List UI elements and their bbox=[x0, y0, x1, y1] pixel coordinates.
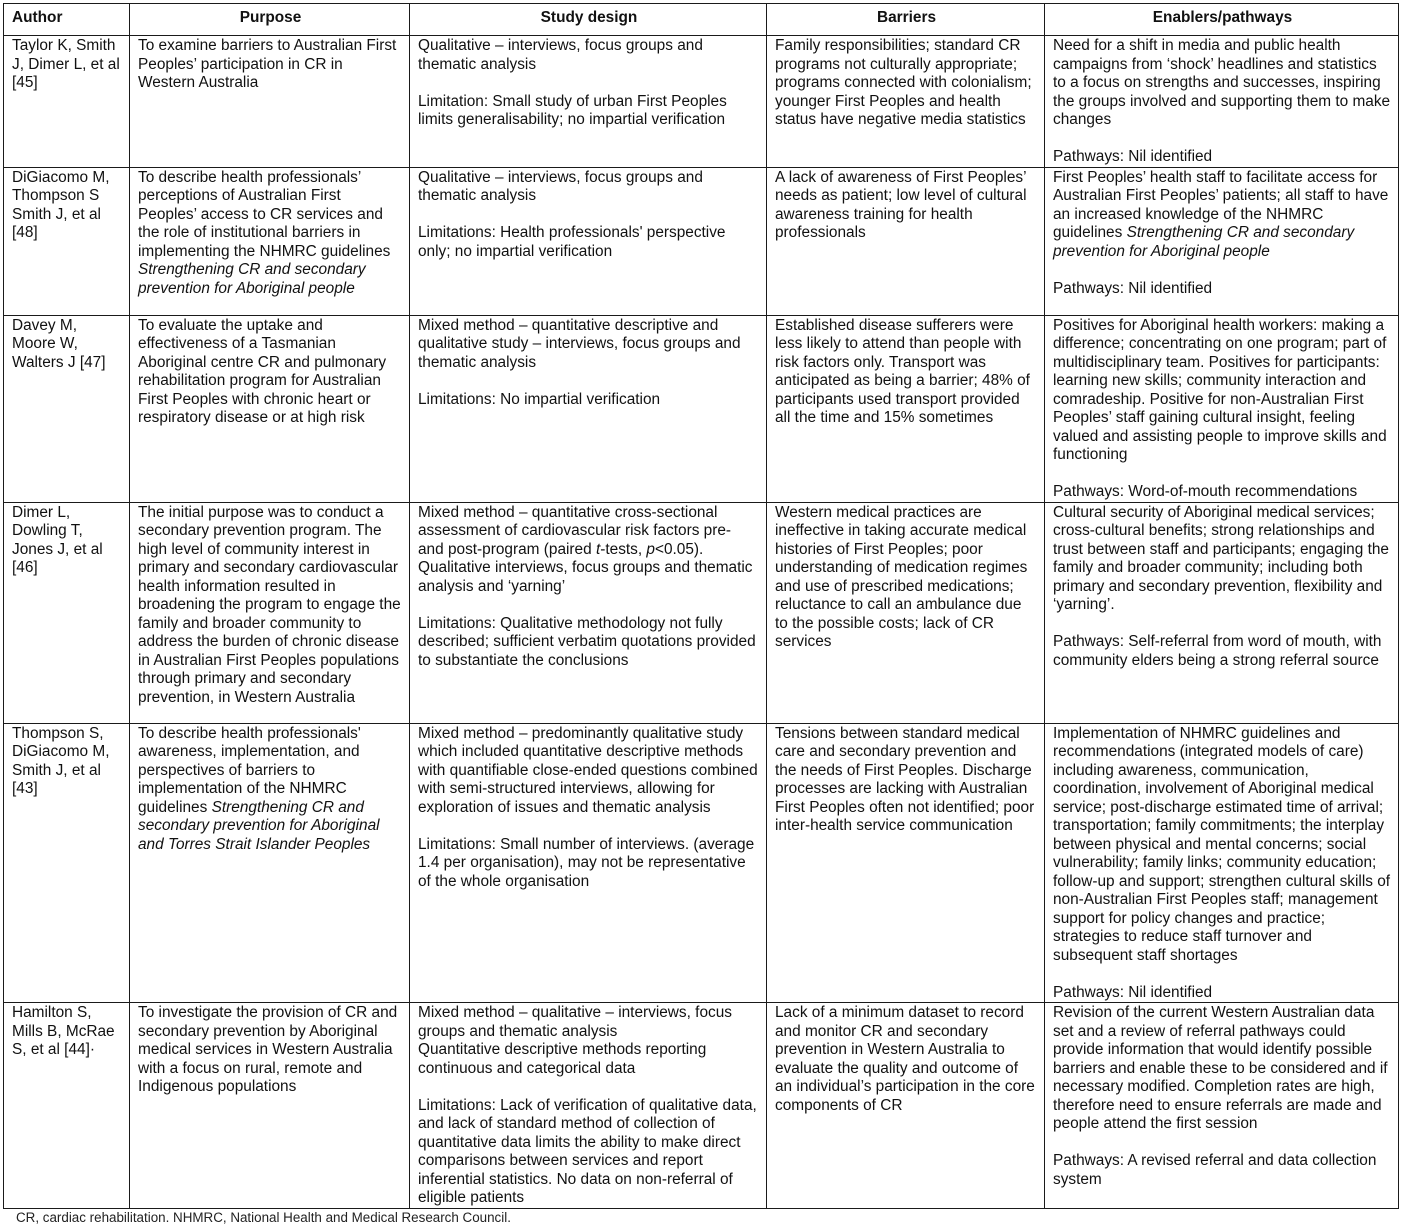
design-method-part: -tests, bbox=[600, 540, 647, 558]
header-barriers: Barriers bbox=[767, 4, 1045, 36]
pathways-text: Pathways: A revised referral and data collection system bbox=[1053, 1152, 1377, 1188]
study-table bbox=[3, 3, 1399, 1209]
enablers-cell bbox=[1045, 36, 1399, 168]
study-design-cell bbox=[410, 1003, 767, 1209]
guideline-title: Strengthening CR and secondary prevention for Aboriginal people bbox=[138, 261, 366, 297]
design-method-italic: t bbox=[595, 540, 601, 558]
purpose-cell bbox=[130, 36, 410, 168]
pathways-text: Pathways: Nil identified bbox=[1053, 148, 1213, 165]
barriers-cell: Established disease sufferers were less likely to attend than people with risk factors only. Transport was anticipated as being a barrier; 48% of participants used transport provided all the time and 15% sometimes bbox=[767, 315, 1045, 502]
design-method-italic: p bbox=[646, 540, 655, 558]
author-cell: Taylor K, Smith J, Dimer L, et al [45] bbox=[4, 36, 130, 168]
purpose-cell bbox=[130, 502, 410, 723]
study-design-cell bbox=[410, 315, 767, 502]
table-row bbox=[4, 167, 1399, 315]
purpose-text: To describe health professionals' awareness, implementation, and perspectives of barriers to implementation of the NHMRC guidelines bbox=[138, 724, 361, 816]
design-limitations: Limitations: No impartial verification bbox=[418, 390, 661, 408]
barriers-cell: Lack of a minimum dataset to record and monitor CR and secondary prevention in Western Australia to evaluate the quality and outcome of an individual’s participation in the core components of CR bbox=[767, 1003, 1045, 1209]
purpose-cell bbox=[130, 167, 410, 315]
design-limitations: Limitation: Small study of urban First Peoples limits generalisability; no impartial verification bbox=[418, 92, 727, 128]
enablers-text: First Peoples’ health staff to facilitate access for Australian First Peoples’ patients; all staff to have an increased knowledge of the NHMRC guidelines bbox=[1053, 168, 1389, 241]
pathways-text: Pathways: Self-referral from word of mouth, with community elders being a strong referral source bbox=[1053, 633, 1382, 669]
enablers-cell bbox=[1045, 1003, 1399, 1209]
purpose-text: To evaluate the uptake and effectiveness of a Tasmanian Aboriginal centre CR and pulmonary rehabilitation program for Australian First Peoples with chronic heart or respiratory disease or at high risk bbox=[138, 316, 387, 426]
study-design-cell bbox=[410, 167, 767, 315]
purpose-text: The initial purpose was to conduct a secondary prevention program. The high level of community interest in primary and secondary cardiovascular health information resulted in broadening the program to engage the family and broader community to address the burden of chronic disease in Australian First Peoples populations through primary and secondary prevention, in Western Australia bbox=[138, 503, 401, 706]
table-footnote: CR, cardiac rehabilitation. NHMRC, National Health and Medical Research Council. bbox=[16, 1210, 511, 1225]
design-method-part: Mixed method – quantitative cross-sectional assessment of cardiovascular risk factors pre- and post-program (paired bbox=[418, 503, 732, 558]
study-design-cell bbox=[410, 36, 767, 168]
pathways-text: Pathways: Word-of-mouth recommendations bbox=[1053, 483, 1358, 500]
design-method: Mixed method – quantitative descriptive and qualitative study – interviews, focus groups and thematic analysis bbox=[418, 316, 741, 371]
enablers-text: Implementation of NHMRC guidelines and recommendations (integrated models of care) including awareness, communication, coordination, involvement of Aboriginal medical service; post-discharge estimated time of arrival; transportation; family commitments; the interplay between physical and mental concerns; social vulnerability; family links; community education; follow-up and support; strengthen cultural skills of non-Australian First Peoples staff; management support for policy changes and practice; strategies to reduce staff turnover and subsequent staff shortages bbox=[1053, 724, 1391, 964]
barriers-cell: Tensions between standard medical care and secondary prevention and the needs of First Peoples. Discharge processes are lacking with Australian First Peoples often not identified; poor inter-health service communication bbox=[767, 723, 1045, 1003]
header-author: Author bbox=[4, 4, 130, 36]
design-method: Mixed method – predominantly qualitative study which included quantitative descriptive methods with quantifiable close-ended questions combined with semi-structured interviews, allowing for exploration of issues and thematic analysis bbox=[418, 724, 758, 816]
purpose-text: To describe health professionals’ perceptions of Australian First Peoples’ access to CR services and the role of institutional barriers in implementing the NHMRC guidelines bbox=[138, 168, 391, 260]
design-limitations: Limitations: Qualitative methodology not fully described; sufficient verbatim quotations provided to substantiate the conclusions bbox=[418, 614, 756, 669]
guideline-title: Strengthening CR and secondary prevention for Aboriginal people bbox=[1053, 224, 1355, 260]
barriers-cell: Western medical practices are ineffective in taking accurate medical histories of First Peoples; poor understanding of medication regimes and use of prescribed medications; reluctance to call an ambulance due to the possible costs; lack of CR services bbox=[767, 502, 1045, 723]
design-method bbox=[418, 504, 760, 597]
enablers-text: Revision of the current Western Australian data set and a review of referral pathways could provide information that would identify possible barriers and enable these to be considered and if necessary modified. Completion rates are high, therefore need to ensure referrals are made and people attend the first session bbox=[1053, 1004, 1388, 1132]
purpose-text: To investigate the provision of CR and secondary prevention by Aboriginal medical services in Western Australia with a focus on rural, remote and Indigenous populations bbox=[138, 1004, 398, 1095]
enablers-text: Cultural security of Aboriginal medical services; cross-cultural benefits; strong relationships and trust between staff and participants; engaging the family and broader community; including both primary and secondary prevention, flexibility and ‘yarning’. bbox=[1053, 503, 1389, 613]
design-method: Mixed method – qualitative – interviews, focus groups and thematic analysis bbox=[418, 1004, 732, 1040]
design-limitations: Limitations: Small number of interviews. (average 1.4 per organisation), may not be representative of the whole organisation bbox=[418, 835, 755, 890]
author-cell: DiGiacomo M, Thompson S Smith J, et al [48] bbox=[4, 167, 130, 315]
barriers-cell: Family responsibilities; standard CR programs not culturally appropriate; programs connected with colonialism; younger First Peoples and health status have negative media statistics bbox=[767, 36, 1045, 168]
table-row bbox=[4, 723, 1399, 1003]
header-purpose: Purpose bbox=[130, 4, 410, 36]
study-design-cell bbox=[410, 502, 767, 723]
table-row bbox=[4, 1003, 1399, 1209]
header-study-design: Study design bbox=[410, 4, 767, 36]
study-design-cell bbox=[410, 723, 767, 1003]
pathways-text: Pathways: Nil identified bbox=[1053, 279, 1213, 297]
purpose-text: To examine barriers to Australian First Peoples’ participation in CR in Western Australia bbox=[138, 37, 397, 91]
enablers-text: Need for a shift in media and public health campaigns from ‘shock’ headlines and statistics to a focus on strengths and successes, inspiring the groups involved and supporting them to make changes bbox=[1053, 37, 1391, 128]
enablers-cell bbox=[1045, 723, 1399, 1003]
author-cell: Dimer L, Dowling T, Jones J, et al [46] bbox=[4, 502, 130, 723]
table-row bbox=[4, 315, 1399, 502]
guideline-title: Strengthening CR and secondary prevention for Aboriginal and Torres Strait Islander Peoples bbox=[138, 798, 380, 853]
design-method: Qualitative – interviews, focus groups and thematic analysis bbox=[418, 37, 703, 73]
author-cell: Thompson S, DiGiacomo M, Smith J, et al [43] bbox=[4, 723, 130, 1003]
purpose-cell bbox=[130, 723, 410, 1003]
design-method-part: <0.05). Qualitative interviews, focus groups and thematic analysis and ‘yarning’ bbox=[418, 540, 753, 595]
header-row bbox=[4, 4, 1399, 36]
purpose-cell bbox=[130, 1003, 410, 1209]
author-cell: Davey M, Moore W, Walters J [47] bbox=[4, 315, 130, 502]
barriers-cell: A lack of awareness of First Peoples’ needs as patient; low level of cultural awareness training for health professionals bbox=[767, 167, 1045, 315]
header-enablers: Enablers/pathways bbox=[1045, 4, 1399, 36]
design-limitations: Limitations: Health professionals' perspective only; no impartial verification bbox=[418, 224, 726, 260]
author-cell: Hamilton S, Mills B, McRae S, et al [44]· bbox=[4, 1003, 130, 1209]
design-method: Qualitative – interviews, focus groups and thematic analysis bbox=[418, 168, 703, 204]
design-method-2: Quantitative descriptive methods reporting continuous and categorical data bbox=[418, 1041, 707, 1077]
enablers-text: Positives for Aboriginal health workers: making a difference; concentrating on one program; part of multidisciplinary team. Positives for participants: learning new skills; community interaction and comradeship. Positive for non-Australian First Peoples’ staff gaining cultural insight, feeling valued and assisting people to improve skills and functioning bbox=[1053, 316, 1387, 463]
table-row bbox=[4, 502, 1399, 723]
table-row bbox=[4, 36, 1399, 168]
design-limitations: Limitations: Lack of verification of qualitative data, and lack of standard method of collection of quantitative data limits the ability to make direct comparisons between services and report inferential statistics. No data on non-referral of eligible patients bbox=[418, 1096, 757, 1206]
pathways-text: Pathways: Nil identified bbox=[1053, 983, 1213, 1001]
enablers-cell bbox=[1045, 167, 1399, 315]
purpose-cell bbox=[130, 315, 410, 502]
enablers-cell bbox=[1045, 502, 1399, 723]
enablers-cell bbox=[1045, 315, 1399, 502]
